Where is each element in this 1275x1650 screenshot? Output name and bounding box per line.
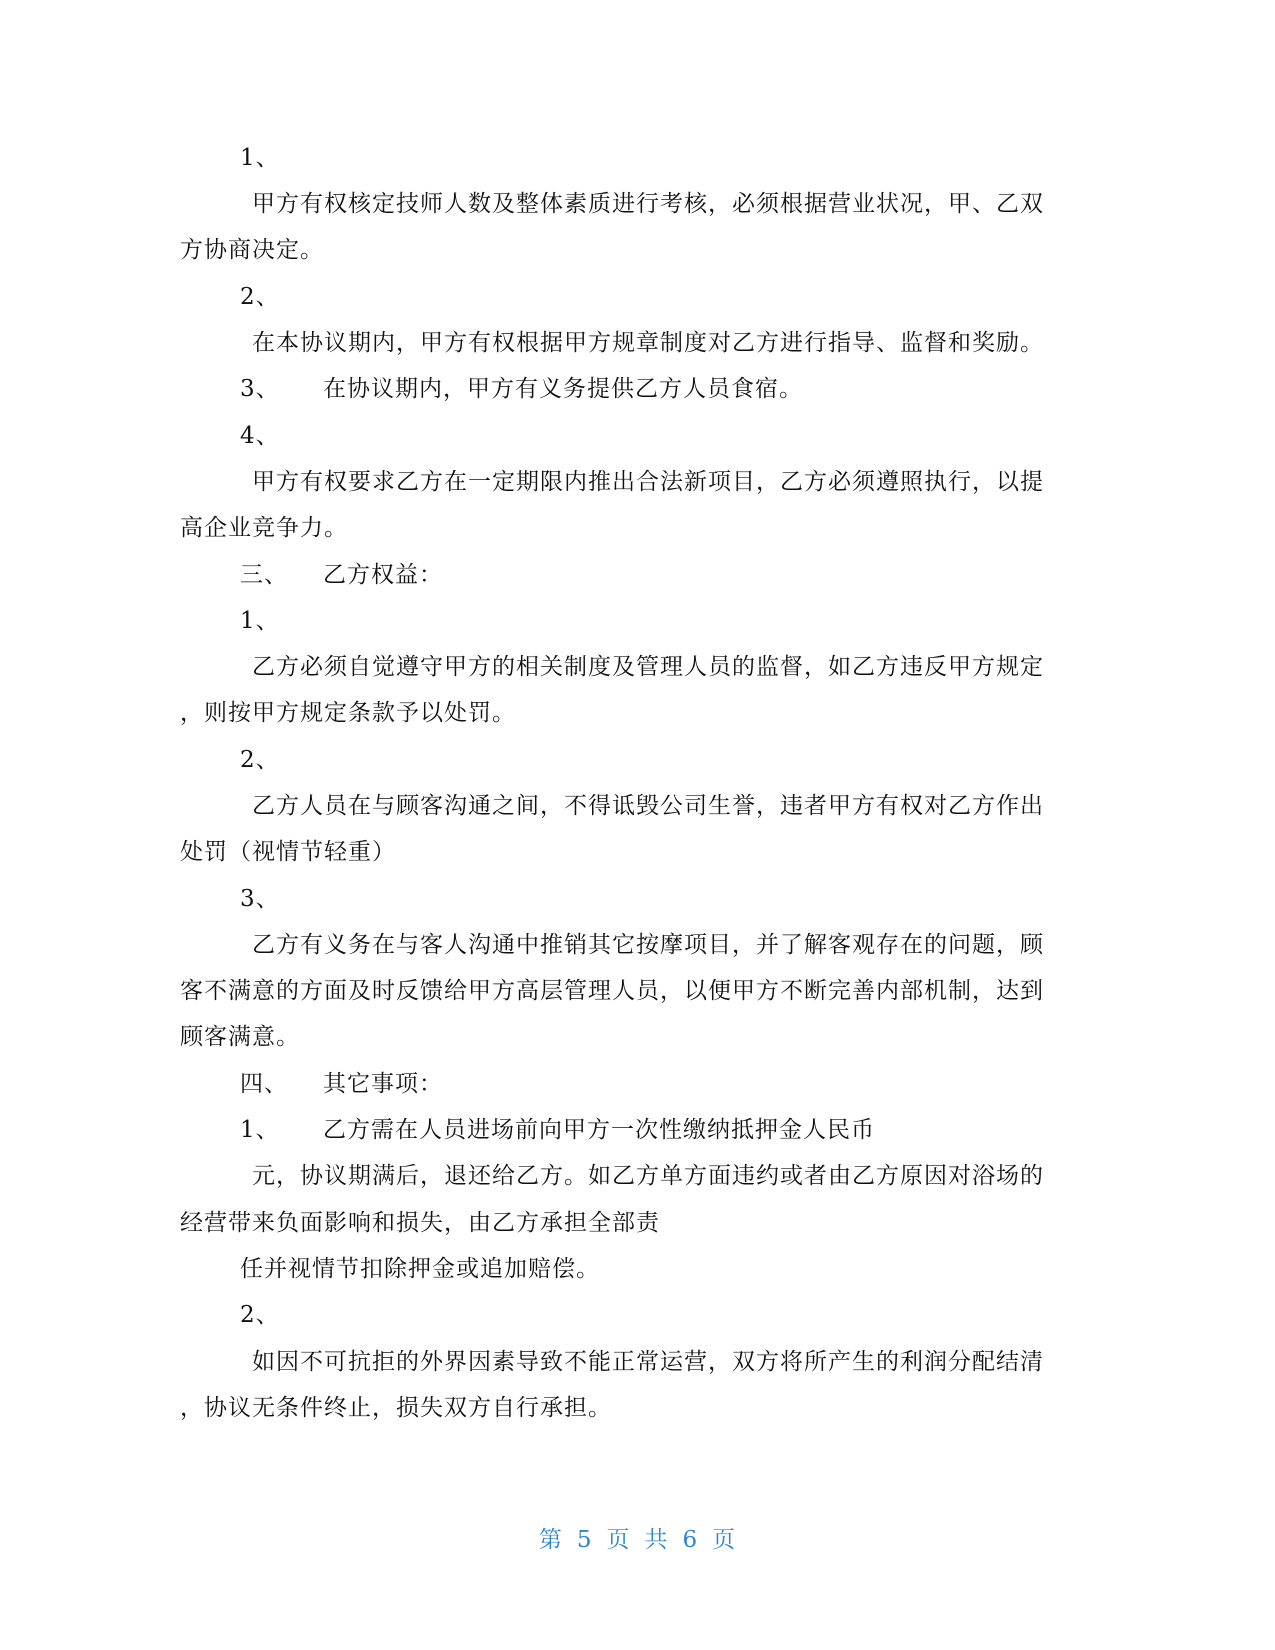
paragraph-line: 经营带来负面影响和损失，由乙方承担全部责: [180, 1210, 660, 1236]
total-pages-number: 6: [682, 1527, 699, 1553]
item-number: 1、: [240, 608, 280, 634]
paragraph-line: 如因不可抗拒的外界因素导致不能正常运营，双方将所产生的利润分配结清: [252, 1349, 1044, 1375]
section-number: 三、: [240, 562, 288, 588]
current-page-number: 5: [576, 1527, 593, 1553]
footer-word: 页: [606, 1527, 631, 1553]
item-number: 3、: [240, 886, 280, 912]
item-number: 1、: [240, 1117, 280, 1143]
section-number: 四、: [240, 1071, 288, 1097]
item-number: 1、: [240, 145, 280, 171]
paragraph-line: 方协商决定。: [180, 237, 324, 263]
item-number: 2、: [240, 1302, 280, 1328]
paragraph-line: 任并视情节扣除押金或追加赔偿。: [240, 1256, 600, 1282]
paragraph-line: 乙方需在人员进场前向甲方一次性缴纳抵押金人民币: [323, 1117, 875, 1143]
paragraph-line: 在协议期内，甲方有义务提供乙方人员食宿。: [323, 376, 803, 402]
item-number: 3、: [240, 376, 280, 402]
paragraph-line: 在本协议期内，甲方有权根据甲方规章制度对乙方进行指导、监督和奖励。: [252, 330, 1044, 356]
item-number: 2、: [240, 284, 280, 310]
paragraph-line: 甲方有权核定技师人数及整体素质进行考核，必须根据营业状况，甲、乙双: [252, 191, 1044, 217]
paragraph-line: 甲方有权要求乙方在一定期限内推出合法新项目，乙方必须遵照执行，以提: [252, 469, 1044, 495]
footer-word: 页: [712, 1527, 737, 1553]
paragraph-line: 客不满意的方面及时反馈给甲方高层管理人员，以便甲方不断完善内部机制，达到: [180, 978, 1044, 1004]
item-number: 4、: [240, 423, 280, 449]
paragraph-line: 顾客满意。: [180, 1024, 300, 1050]
footer-word: 第: [538, 1527, 563, 1553]
paragraph-line: 高企业竞争力。: [180, 515, 348, 541]
paragraph-line: 元，协议期满后，退还给乙方。如乙方单方面违约或者由乙方原因对浴场的: [252, 1163, 1044, 1189]
section-heading: 乙方权益：: [323, 562, 443, 588]
page-footer: [0, 1525, 1275, 1555]
paragraph-line: 处罚（视情节轻重）: [180, 839, 396, 865]
paragraph-line: ，协议无条件终止，损失双方自行承担。: [180, 1395, 612, 1421]
section-heading: 其它事项：: [323, 1071, 443, 1097]
paragraph-line: 乙方必须自觉遵守甲方的相关制度及管理人员的监督，如乙方违反甲方规定: [252, 654, 1044, 680]
paragraph-line: 乙方有义务在与客人沟通中推销其它按摩项目，并了解客观存在的问题，顾: [252, 932, 1044, 958]
footer-word: 共: [644, 1527, 669, 1553]
item-number: 2、: [240, 747, 280, 773]
paragraph-line: ，则按甲方规定条款予以处罚。: [180, 700, 516, 726]
paragraph-line: 乙方人员在与顾客沟通之间，不得诋毁公司生誉，违者甲方有权对乙方作出: [252, 793, 1044, 819]
